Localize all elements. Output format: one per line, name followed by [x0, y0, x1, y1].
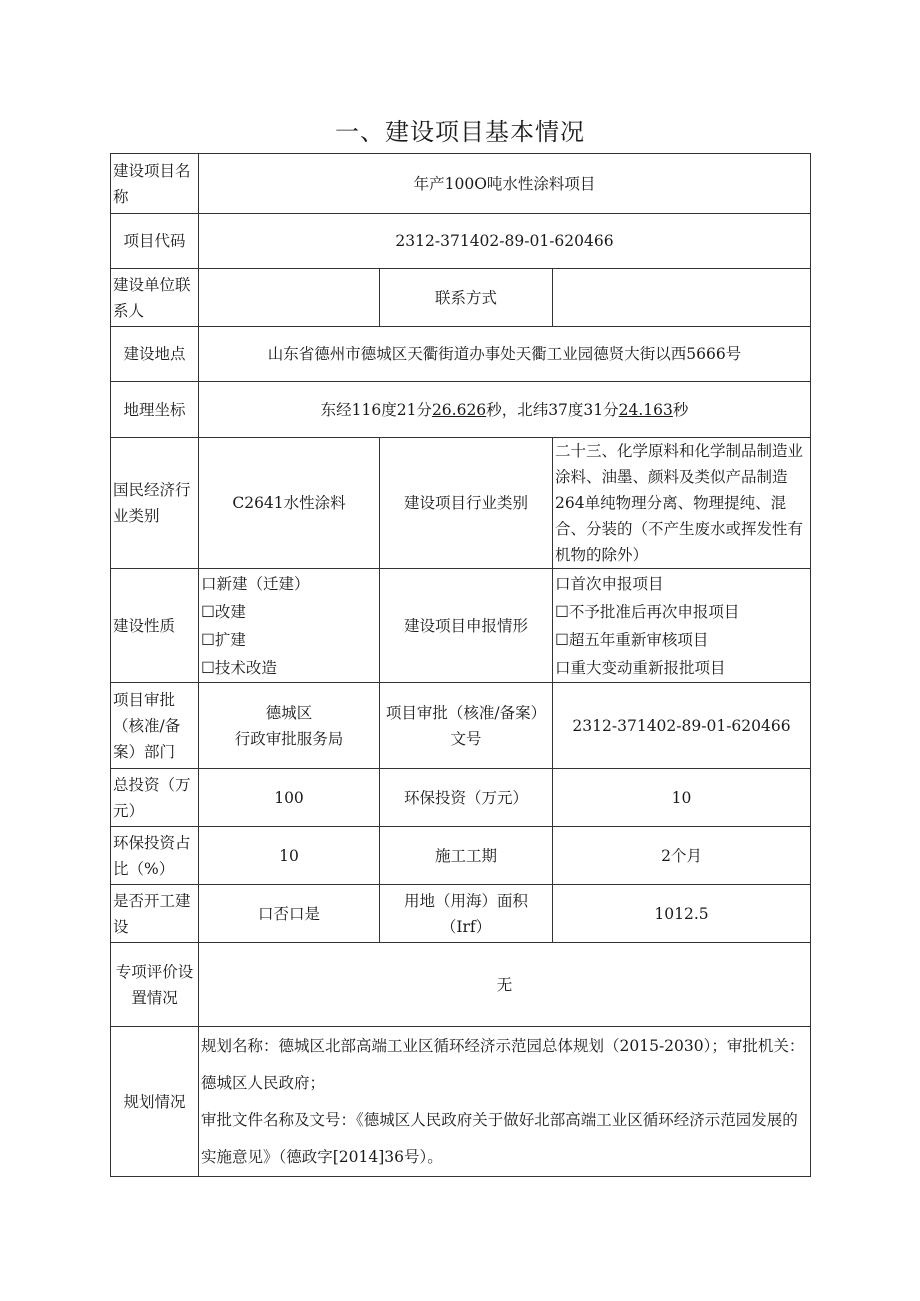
declaration-label: 建设项目申报情形	[380, 569, 553, 683]
declaration-option-first[interactable]: 口首次申报项目	[555, 574, 664, 593]
total-investment-value: 100	[199, 769, 380, 827]
coordinates-label: 地理坐标	[111, 382, 199, 438]
construction-period-label: 施工工期	[380, 827, 553, 885]
special-eval-value: 无	[199, 943, 811, 1027]
approval-dept-label: 项目审批（核准/备案）部门	[111, 683, 199, 769]
land-area-value: 1012.5	[553, 885, 811, 943]
env-investment-value: 10	[553, 769, 811, 827]
row-project-code	[111, 214, 811, 269]
row-planning	[111, 1027, 811, 1177]
project-code-label: 项目代码	[111, 214, 199, 269]
contact-method-label: 联系方式	[380, 269, 553, 327]
contact-person-label: 建设单位联系人	[111, 269, 199, 327]
declaration-option-major-change[interactable]: 口重大变动重新报批项目	[555, 658, 726, 677]
row-approval	[111, 683, 811, 769]
row-contact	[111, 269, 811, 327]
started-value[interactable]: 口否口是	[199, 885, 380, 943]
row-coordinates	[111, 382, 811, 438]
env-ratio-label: 环保投资占比（%）	[111, 827, 199, 885]
planning-para-2: 审批文件名称及文号：《德城区人民政府关于做好北部高端工业区循环经济示范园发展的实施意见》（德政字[2014]36号）。	[201, 1110, 798, 1166]
nature-option-rebuild[interactable]: ☐改建	[201, 602, 246, 621]
declaration-options	[553, 569, 811, 683]
project-name-label: 建设项目名称	[111, 154, 199, 214]
started-label: 是否开工建设	[111, 885, 199, 943]
coord-post: 秒	[672, 400, 689, 419]
construction-period-value: 2个月	[553, 827, 811, 885]
industry-value: C2641水性涂料	[199, 438, 380, 569]
section-title: 一、建设项目基本情况	[335, 118, 585, 146]
approval-dept-line2: 行政审批服务局	[234, 729, 344, 748]
nature-option-new[interactable]: 口新建（迁建）	[201, 574, 310, 593]
row-industry	[111, 438, 811, 569]
project-name-value: 年产100O吨水性涂料项目	[199, 154, 811, 214]
coordinates-value	[199, 382, 811, 438]
planning-label: 规划情况	[111, 1027, 199, 1177]
row-project-name	[111, 154, 811, 214]
nature-option-tech[interactable]: ☐技术改造	[201, 658, 277, 677]
project-info-table	[110, 153, 811, 1177]
declaration-option-five-years[interactable]: ☐超五年重新审核项目	[555, 630, 709, 649]
nature-options	[199, 569, 380, 683]
planning-value	[199, 1027, 811, 1177]
row-ratio	[111, 827, 811, 885]
location-label: 建设地点	[111, 327, 199, 382]
row-location	[111, 327, 811, 382]
coord-mid: 秒，北纬37度31分	[486, 400, 619, 419]
row-nature	[111, 569, 811, 683]
row-investment	[111, 769, 811, 827]
land-area-label: 用地（用海）面积（Irf）	[380, 885, 553, 943]
nature-option-expand[interactable]: ☐扩建	[201, 630, 246, 649]
contact-person-value	[199, 269, 380, 327]
project-code-value: 2312-371402-89-01-620466	[199, 214, 811, 269]
approval-dept-value	[199, 683, 380, 769]
contact-method-value	[553, 269, 811, 327]
approval-number-label: 项目审批（核准/备案）文号	[380, 683, 553, 769]
nature-label: 建设性质	[111, 569, 199, 683]
approval-number-value: 2312-371402-89-01-620466	[553, 683, 811, 769]
planning-para-1: 规划名称：德城区北部高端工业区循环经济示范园总体规划（2015-2030）；审批机关：德城区人民政府；	[201, 1036, 805, 1092]
approval-dept-line1: 德城区	[265, 703, 313, 722]
project-industry-value: 二十三、化学原料和化学制品制造业涂料、油墨、颜料及类似产品制造264单纯物理分离、物理提纯、混合、分装的（不产生废水或挥发性有机物的除外）	[553, 438, 811, 569]
longitude-seconds: 26.626	[431, 400, 487, 419]
env-investment-label: 环保投资（万元）	[380, 769, 553, 827]
row-special	[111, 943, 811, 1027]
total-investment-label: 总投资（万元）	[111, 769, 199, 827]
env-ratio-value: 10	[199, 827, 380, 885]
row-started	[111, 885, 811, 943]
special-eval-label: 专项评价设置情况	[111, 943, 199, 1027]
location-value: 山东省德州市德城区天衢街道办事处天衢工业园德贤大街以西5666号	[199, 327, 811, 382]
coord-pre: 东经116度21分	[320, 400, 432, 419]
declaration-option-resubmit[interactable]: ☐不予批准后再次申报项目	[555, 602, 740, 621]
latitude-seconds: 24.163	[618, 400, 673, 419]
industry-label: 国民经济行业类别	[111, 438, 199, 569]
project-industry-label: 建设项目行业类别	[380, 438, 553, 569]
